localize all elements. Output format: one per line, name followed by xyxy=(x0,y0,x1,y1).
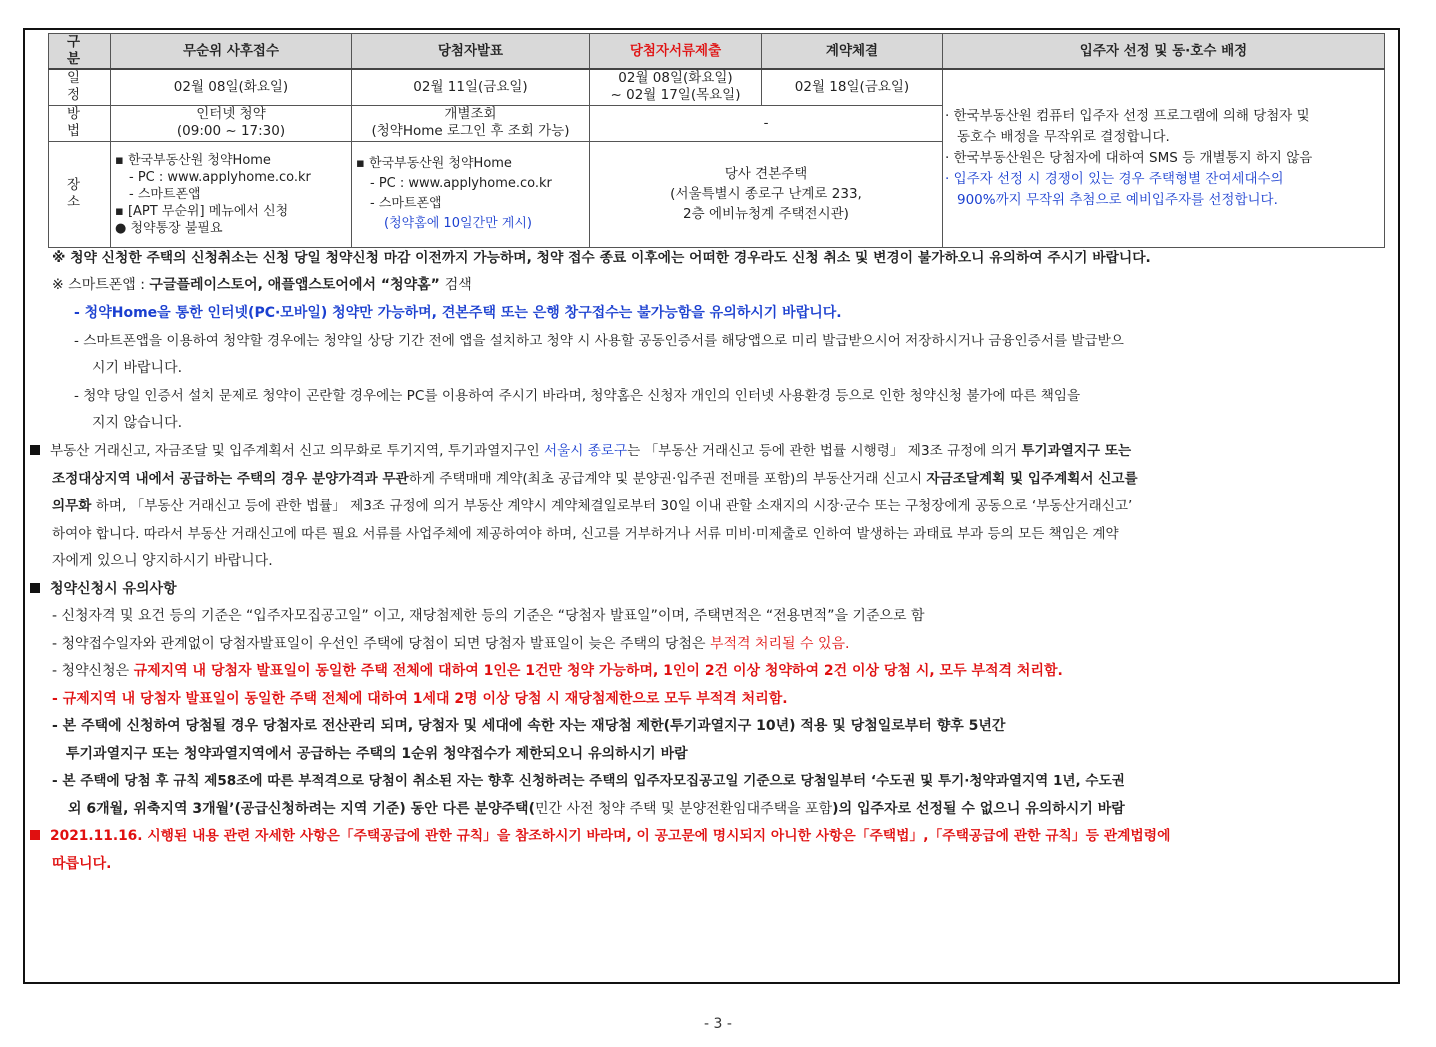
text: 자금조달계획 및 입주계획서 신고를 xyxy=(926,471,1138,487)
text: 2021.11.16. 시행된 내용 관련 자세한 사항은「주택공급에 관한 규칙」을 참조하시기 바라며, 이 공고문에 명시되지 아니한 사항은「주택법」,「주택공급에 관한 규칙」등 관계법령에 xyxy=(50,828,1171,844)
final-notice-cont: 따릅니다. xyxy=(52,856,112,872)
assign-note: · 입주자 선정 시 경쟁이 있는 경우 주택형별 잔여세대수의 xyxy=(945,170,1284,187)
header-document-submission: 당첨자서류제출 xyxy=(590,34,762,70)
place-line: ● 청약통장 불필요 xyxy=(115,220,223,236)
cell-date-announcement: 02월 11일(금요일) xyxy=(352,69,590,105)
place-line: 2층 에비뉴청계 주택전시관) xyxy=(683,206,849,222)
caution-item: - 본 주택에 당첨 후 규칙 제58조에 따른 부적격으로 당첨이 취소된 자는 향후 신청하려는 주택의 입주자모집공고일 기준으로 당첨일부터 ‘수도권 및 투기·청약과열지역 1년, 수도권 xyxy=(52,773,1125,789)
caution-item-cont: 투기과열지구 또는 청약과열지역에서 공급하는 주택의 1순위 청약접수가 제한되오니 유의하시기 바람 xyxy=(66,746,688,762)
cell-place-application xyxy=(111,141,352,247)
method-note: (청약Home 로그인 후 조회 가능) xyxy=(371,123,570,139)
text: - 청약신청은 xyxy=(52,663,134,679)
text: 부적격 처리될 수 있음. xyxy=(709,636,850,652)
smartphone-cert-notice-cont: 시기 바랍니다. xyxy=(92,360,183,376)
internet-only-notice: - 청약Home을 통한 인터넷(PC·모바일) 청약만 가능하며, 견본주택 또는 은행 창구접수는 불가능함을 유의하시기 바랍니다. xyxy=(74,305,842,321)
square-bullet-icon xyxy=(30,830,40,840)
text: 청약신청시 유의사항 xyxy=(50,581,177,597)
assign-note: · 한국부동산원은 당첨자에 대하여 SMS 등 개별통지 하지 않음 xyxy=(945,149,1313,166)
text: - 청약접수일자와 관계없이 당첨자발표일이 우선인 주택에 당첨이 되면 당첨자 발표일이 늦은 주택의 당첨은 xyxy=(52,636,710,652)
app-prefix: ※ 스마트폰앱 : xyxy=(52,277,150,293)
place-line: 당사 견본주택 xyxy=(724,166,808,182)
text: 외 6개월, 위축지역 3개월’(공급신청하려는 지역 기준) 동안 다른 분양주택( xyxy=(68,801,535,817)
place-line: ▪ [APT 무순위] 메뉴에서 신청 xyxy=(115,203,289,219)
place-line: ▪ 한국부동산원 청약Home xyxy=(115,152,271,168)
app-search: 검색 xyxy=(444,277,472,293)
region-name: 서울시 종로구 xyxy=(544,443,628,459)
schedule-table xyxy=(48,33,1385,248)
caution-item-cont xyxy=(68,799,1125,819)
cell-date-application: 02월 08일(화요일) xyxy=(111,69,352,105)
header-assignment: 입주자 선정 및 동·호수 배정 xyxy=(943,34,1385,70)
assignment-notes xyxy=(943,69,1385,247)
text: 하며, 「부동산 거래신고 등에 관한 법률」 제3조 규정에 의거 부동산 계약시 계약체결일로부터 30일 이내 관할 소재지의 시장·군수 또는 구청장에게 공동으로 ‘부동산거래신고’ xyxy=(91,498,1133,514)
text: 부동산 거래신고, 자금조달 및 입주계획서 신고 의무화로 투기지역, 투기과열지구인 xyxy=(50,443,545,459)
cell-place-model-house xyxy=(590,141,943,247)
place-line: - 스마트폰앱 xyxy=(370,196,442,211)
text: 조정대상지역 내에서 공급하는 주택의 경우 분양가격과 무관 xyxy=(52,471,409,487)
assign-note: 900%까지 무작위 추첨으로 예비입주자를 선정합니다. xyxy=(957,191,1278,208)
app-stores: 구글플레이스토어, 애플앱스토어에서 “청약홈” xyxy=(149,277,445,293)
row-label-date: 일 정 xyxy=(49,69,111,105)
realestate-notice-line: 자에게 있으니 양지하시기 바랍니다. xyxy=(52,553,273,569)
header-contract: 계약체결 xyxy=(762,34,943,70)
cancel-notice: ※ 청약 신청한 주택의 신청취소는 신청 당일 청약신청 마감 이전까지 가능하며, 청약 접수 종료 이후에는 어떠한 경우라도 신청 취소 및 변경이 불가하오니 유의하여 주시기 바랍니다. xyxy=(52,250,1151,266)
method-text: 개별조회 xyxy=(444,106,497,122)
documents-end: ~ 02월 17일(목요일) xyxy=(610,87,741,104)
caution-item: - 신청자격 및 요건 등의 기준은 “입주자모집공고일” 이고, 재당첨제한 등의 기준은 “당첨자 발표일”이며, 주택면적은 “전용면적”을 기준으로 함 xyxy=(52,608,925,624)
caution-item: - 본 주택에 신청하여 당첨될 경우 당첨자로 전산관리 되며, 당첨자 및 세대에 속한 자는 재당첨 제한(투기과열지구 10년) 적용 및 당첨일로부터 향후 5년간 xyxy=(52,718,1006,734)
page-number: - 3 - xyxy=(704,1016,732,1032)
assign-note: 동호수 배정을 무작위로 결정합니다. xyxy=(957,128,1170,145)
place-line: - PC : www.applyhome.co.kr xyxy=(370,176,552,191)
table-row xyxy=(49,69,1385,105)
cell-date-contract: 02월 18일(금요일) xyxy=(762,69,943,105)
cell-method-announcement xyxy=(352,105,590,141)
assign-note: · 한국부동산원 컴퓨터 입주자 선정 프로그램에 의해 당첨자 및 xyxy=(945,107,1310,124)
row-label-place: 장 소 xyxy=(49,141,111,247)
header-winner-announcement: 당첨자발표 xyxy=(352,34,590,70)
place-line: (청약홈에 10일간만 게시) xyxy=(384,216,532,231)
header-category: 구 분 xyxy=(49,34,111,70)
header-late-application: 무순위 사후접수 xyxy=(111,34,352,70)
place-line: - 스마트폰앱 xyxy=(129,186,201,202)
documents-start: 02월 08일(화요일) xyxy=(618,70,733,87)
square-bullet-icon xyxy=(30,445,40,455)
caution-item xyxy=(52,661,1063,681)
method-text: 인터넷 청약 xyxy=(196,106,266,122)
certificate-notice-cont: 지지 않습니다. xyxy=(92,415,183,431)
text: 규제지역 내 당첨자 발표일이 동일한 주택 전체에 대하여 1인은 1건만 청약 가능하며, 1인이 2건 이상 청약하여 2건 이상 당첨 시, 모두 부적격 처리함. xyxy=(133,663,1063,679)
text: 투기과열지구 또는 xyxy=(1021,443,1132,459)
final-notice xyxy=(30,826,1170,846)
caution-item: - 규제지역 내 당첨자 발표일이 동일한 주택 전체에 대하여 1세대 2명 이상 당첨 시 재당첨제한으로 모두 부적격 처리함. xyxy=(52,691,788,707)
certificate-notice: - 청약 당일 인증서 설치 문제로 청약이 곤란할 경우에는 PC를 이용하여 주시기 바라며, 청약홈은 신청자 개인의 인터넷 사용환경 등으로 인한 청약신청 불가에 따른 책임을 xyxy=(74,388,1081,404)
text: 는 「부동산 거래신고 등에 관한 법률 시행령」 제3조 규정에 의거 xyxy=(627,443,1022,459)
place-line: (서울특별시 종로구 난계로 233, xyxy=(670,186,862,202)
square-bullet-icon xyxy=(30,583,40,593)
place-line: ▪ 한국부동산원 청약Home xyxy=(356,156,512,171)
text: )의 입주자로 선정될 수 없으니 유의하시기 바람 xyxy=(832,801,1125,817)
text: 하게 주택매매 계약(최초 공급계약 및 분양권·입주권 전매를 포함)의 부동산거래 신고시 xyxy=(408,471,927,487)
caution-title xyxy=(30,579,177,599)
smartphone-app-notice xyxy=(52,275,472,295)
caution-item xyxy=(52,634,850,654)
cell-method-documents-contract: - xyxy=(590,105,943,141)
cell-method-application xyxy=(111,105,352,141)
realestate-notice-line xyxy=(30,441,1131,461)
text: 민간 사전 청약 주택 및 분양전환임대주택을 포함 xyxy=(534,801,833,817)
smartphone-cert-notice: - 스마트폰앱을 이용하여 청약할 경우에는 청약일 상당 기간 전에 앱을 설치하고 청약 시 사용할 공동인증서를 해당앱으로 미리 발급받으시어 저장하시거나 금융인증서를 발급받으 xyxy=(74,333,1124,349)
realestate-notice-line xyxy=(52,496,1132,516)
row-label-method: 방 법 xyxy=(49,105,111,141)
realestate-notice-line xyxy=(52,469,1138,489)
method-time: (09:00 ~ 17:30) xyxy=(176,123,286,139)
place-line: - PC : www.applyhome.co.kr xyxy=(129,169,311,185)
table-header-row xyxy=(49,34,1385,70)
cell-date-documents xyxy=(590,69,762,105)
cell-place-announcement xyxy=(352,141,590,247)
realestate-notice-line: 하여야 합니다. 따라서 부동산 거래신고에 따른 필요 서류를 사업주체에 제공하여야 하며, 신고를 거부하거나 서류 미비·미제출로 인하여 발생하는 과태료 부과 등의 모든 책임은 계약 xyxy=(52,526,1119,542)
text: 의무화 xyxy=(52,498,92,514)
